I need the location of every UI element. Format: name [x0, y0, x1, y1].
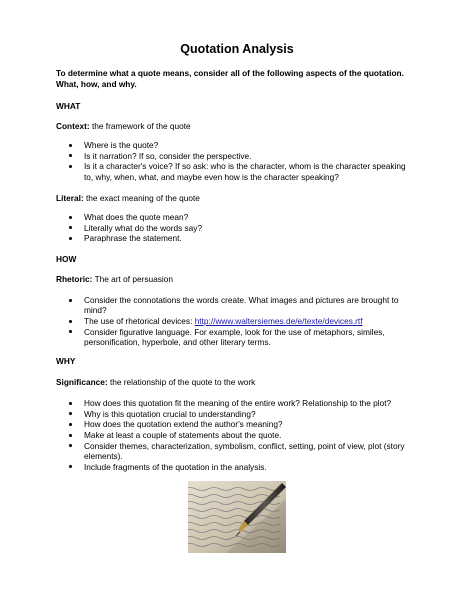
context-line — [56, 121, 428, 132]
list-item: Paraphrase the statement. — [56, 233, 416, 243]
list-item: How does the quotation extend the author's meaning? — [56, 419, 416, 429]
literal-line — [56, 193, 428, 204]
context-list — [56, 140, 416, 182]
handwriting-pen-photo — [188, 481, 286, 553]
rhetoric-label: Rhetoric: — [56, 274, 93, 284]
significance-line — [56, 377, 428, 388]
why-heading: WHY — [56, 356, 76, 366]
list-item: Why is this quotation crucial to understanding? — [56, 409, 416, 419]
list-item: Consider figurative language. For example, look for the use of metaphors, similes, personification, hyperbole, and other literary terms. — [56, 327, 416, 348]
literal-label: Literal: — [56, 193, 84, 203]
list-item: Is it a character's voice? If so ask: who is the character, whom is the character speaking to, why, when, what, and maybe even how is the character speaking? — [56, 161, 416, 182]
list-item: Consider themes, characterization, symbolism, conflict, setting, point of view, plot (story elements). — [56, 441, 416, 462]
list-item: Make at least a couple of statements about the quote. — [56, 430, 416, 440]
list-item: Is it narration? If so, consider the perspective. — [56, 151, 416, 161]
literal-list — [56, 212, 416, 244]
rhetoric-line — [56, 274, 428, 285]
list-item: Consider the connotations the words create. What images and pictures are brought to mind? — [56, 295, 416, 316]
significance-description: the relationship of the quote to the work — [107, 377, 256, 387]
significance-label: Significance: — [56, 377, 108, 387]
literal-description: the exact meaning of the quote — [83, 193, 200, 203]
what-heading: WHAT — [56, 101, 81, 111]
list-item — [56, 316, 416, 326]
how-heading: HOW — [56, 254, 77, 264]
devices-prefix: The use of rhetorical devices: — [84, 315, 195, 326]
list-item: Include fragments of the quotation in the analysis. — [56, 462, 416, 472]
context-label: Context: — [56, 121, 90, 131]
rhetoric-list — [56, 295, 416, 348]
list-item: What does the quote mean? — [56, 212, 416, 222]
list-item: Literally what do the words say? — [56, 223, 416, 233]
list-item: How does this quotation fit the meaning of the entire work? Relationship to the plot? — [56, 398, 416, 408]
handwriting-pen-illustration — [188, 481, 286, 553]
significance-list — [56, 398, 416, 472]
page-title: Quotation Analysis — [180, 42, 294, 56]
intro-text: To determine what a quote means, consider all of the following aspects of the quotation. What, how, and why. — [56, 68, 404, 89]
devices-link[interactable]: http://www.waltersiemes.de/e/texte/devices.rtf — [194, 315, 363, 326]
rhetoric-description: The art of persuasion — [92, 274, 173, 284]
context-description: the framework of the quote — [89, 121, 191, 131]
list-item: Where is the quote? — [56, 140, 416, 150]
